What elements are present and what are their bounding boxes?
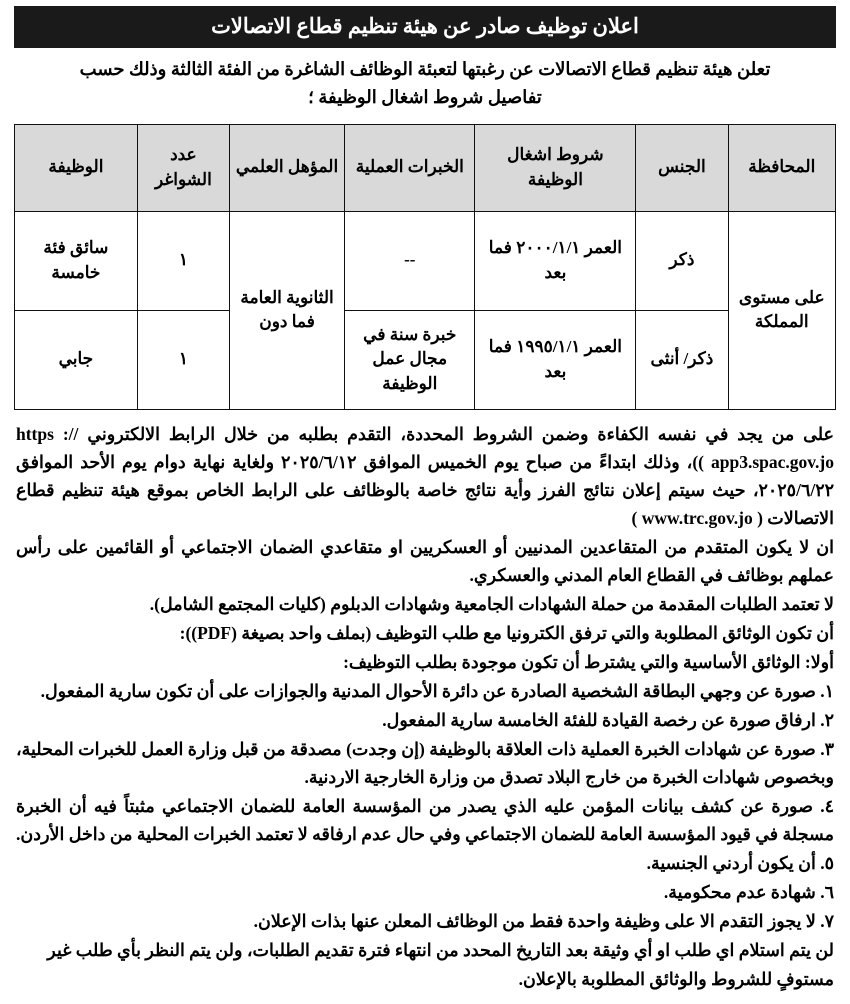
instructions-text-d: الموافق ٢٠٢٥/٦/٢٢، حيث سيتم إعلان نتائج الفرز وأية نتائج خاصة بالوظائف على الرابط الخاص بموقع هيئة تنظيم [16,451,835,500]
cell-qualification: الثانوية العامة فما دون [230,211,345,409]
table-row [15,211,836,310]
list-item: ٦. شهادة عدم محكومية. [663,881,834,902]
cell-gender: ذكر [636,211,728,310]
header-gender: الجنس [636,124,728,211]
list-item: ١. صورة عن وجهي البطاقة الشخصية الصادرة عن دائرة الأحوال المدنية والجوازات على أن تكون سارية المفعول. [40,680,834,701]
application-link-https[interactable]: https [16,423,54,444]
cell-governorate: على مستوى المملكة [728,211,835,409]
cell-conditions: العمر ٢٠٠٠/١/١ فما بعد [475,211,636,310]
jobs-table-body [15,211,836,409]
documents-section-title: أولا: الوثائق الأساسية والتي يشترط أن تكون موجودة بطلب التوظيف: [343,651,834,672]
cell-vacancies: ١ [137,211,229,310]
condition-degrees: لا تعتمد الطلبات المقدمة من حملة الشهادات الجامعية وشهادات الدبلوم (كليات المجتمع الشامل). [149,593,834,614]
list-item: ٢. ارفاق صورة عن رخصة القيادة للفئة الخامسة سارية المفعول. [382,709,834,730]
condition-retirees: ان لا يكون المتقدم من المتقاعدين المدنيين أو العسكريين او متقاعدي الضمان الاجتماعي أو القائمين على رأس عملهم بوظائف في القطاع العام المدني والعسكري. [16,536,834,585]
header-experience: الخبرات العملية [345,124,475,211]
application-instructions [16,420,834,532]
header-vacancies: عدد الشواغر [137,124,229,211]
cell-experience: خبرة سنة في مجال عمل الوظيفة [345,310,475,409]
cell-gender: ذكر/ أنثى [636,310,728,409]
closing-note-line-2: مستوفٍ للشروط والوثائق المطلوبة بالإعلان. [518,968,834,989]
jobs-table [14,124,836,410]
cell-vacancies: ١ [137,310,229,409]
header-governorate: المحافظة [728,124,835,211]
cell-job: سائق فئة خامسة [15,211,138,310]
instructions-text-f: ) [631,507,638,528]
cell-job: جابي [15,310,138,409]
table-header-row [15,124,836,211]
instructions-text-c: ))، وذلك ابتداءً من صباح يوم الخميس الموافق ٢٠٢٥/٦/١٢ ولغاية نهاية دوام يوم الأحد [80,451,704,472]
cell-experience: -- [345,211,475,310]
header-conditions: شروط اشغال الوظيفة [475,124,636,211]
application-link-url[interactable]: app3.spac.gov.jo [710,451,834,472]
trc-website-link[interactable]: www.trc.gov.jo [641,507,753,528]
list-item: ٧. لا يجوز التقدم الا على وظيفة واحدة فقط من الوظائف المعلن عنها بذات الإعلان. [253,910,834,931]
cell-conditions: العمر ١٩٩٥/١/١ فما بعد [475,310,636,409]
list-item: ٣. صورة عن شهادات الخبرة العملية ذات العلاقة بالوظيفة (إن وجدت) مصدقة من قبل وزارة العمل للخبرات المحلية، وبخصوص شهادات الخبرة من خارج البلاد تصدق من وزارة الخارجية الاردنية. [16,738,834,787]
intro-line-2: تفاصيل شروط اشغال الوظيفة ؛ [308,86,542,107]
header-qualification: المؤهل العلمي [230,124,345,211]
intro-paragraph [14,48,836,122]
closing-note-line-1: لن يتم استلام اي طلب او أي وثيقة بعد التاريخ المحدد من انتهاء فترة تقديم الطلبات، ولن يتم النظر بأي طلب غير [47,939,834,960]
intro-line-1: تعلن هيئة تنظيم قطاع الاتصالات عن رغبتها لتعبئة الوظائف الشاغرة من الفئة الثالثة وذلك حسب [79,59,771,79]
documents-format-note: أن تكون الوثائق المطلوبة والتي ترفق الكترونيا مع طلب التوظيف (بملف واحد بصيغة (PDF)): [179,622,834,643]
notes-section [14,416,836,993]
instructions-text-e: قطاع الاتصالات ( [16,479,834,528]
page-title: اعلان توظيف صادر عن هيئة تنظيم قطاع الاتصالات [14,6,836,48]
jobs-table-header [15,124,836,211]
table-row [15,310,836,409]
header-job: الوظيفة [15,124,138,211]
list-item: ٥. أن يكون أردني الجنسية. [646,852,834,873]
list-item: ٤. صورة عن كشف بيانات المؤمن عليه الذي يصدر من المؤسسة العامة للضمان الاجتماعي مثبتاً فيه أن الخبرة مسجلة في قيود المؤسسة العامة للضمان الاجتماعي وفي حال عدم ارفاقه لا تعتمد الخبرات المحلية من داخل الأردن. [16,795,834,844]
instructions-text-a: على من يجد في نفسه الكفاءة وضمن الشروط المحددة، التقدم بطلبه من خلال الرابط الالكتروني //: [62,423,835,444]
